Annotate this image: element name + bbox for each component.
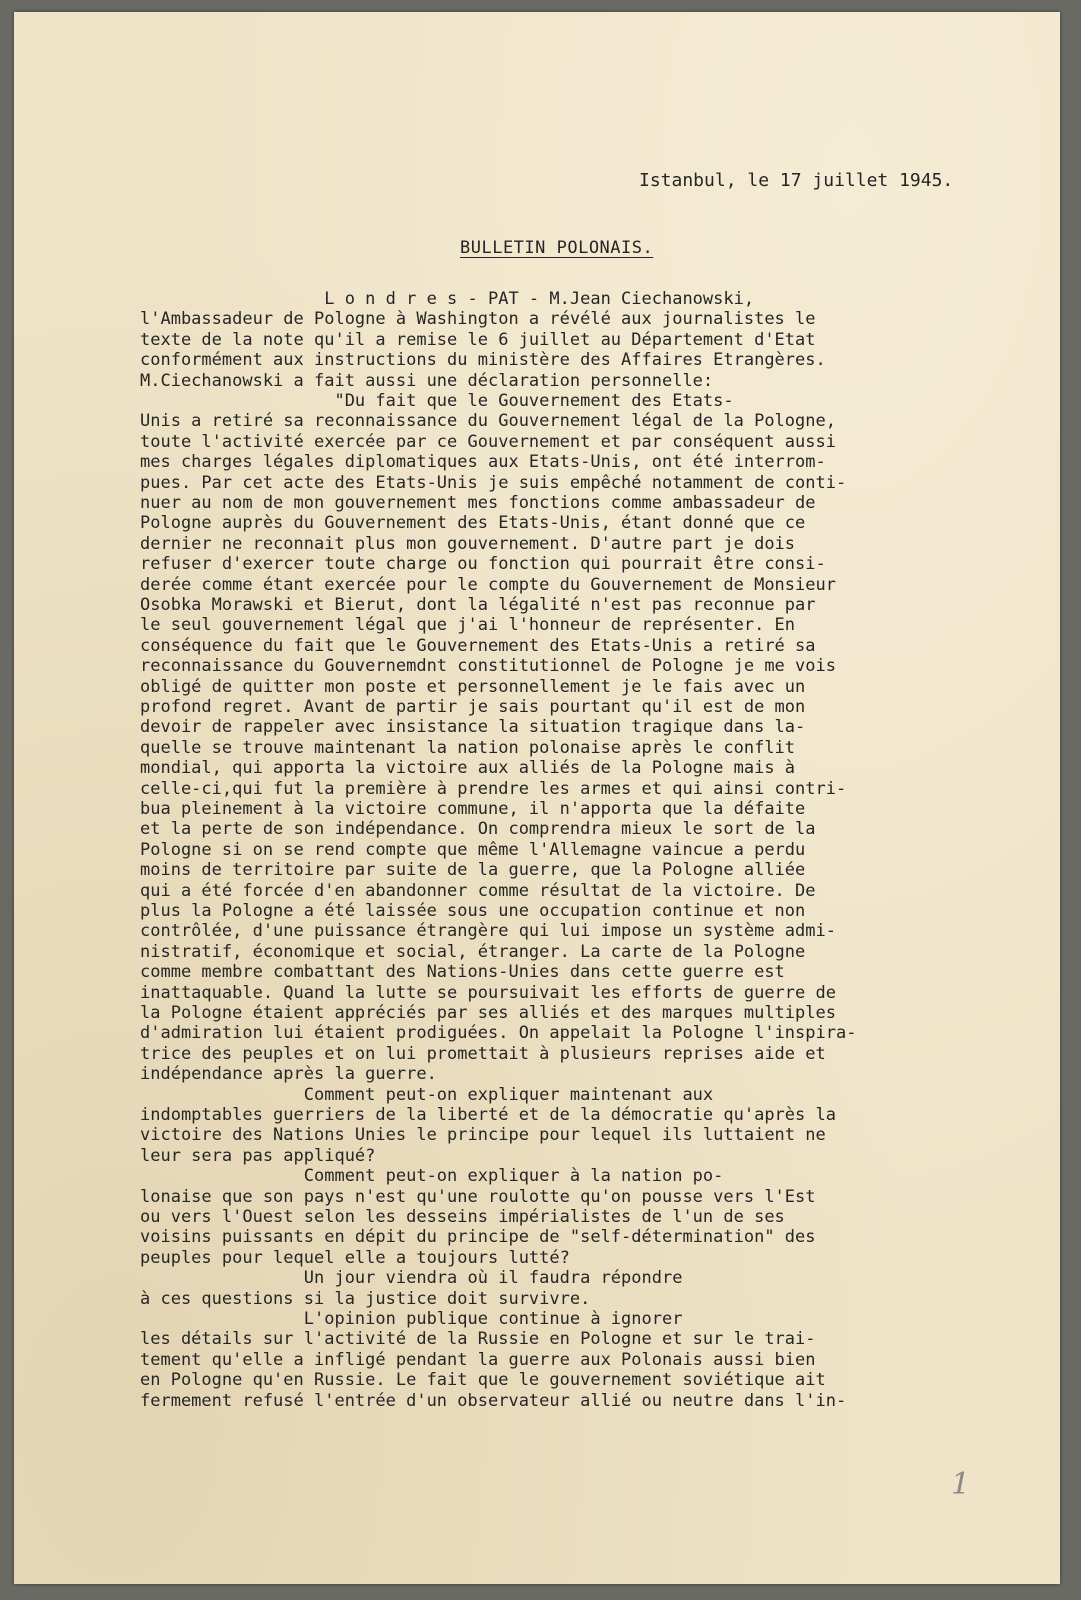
body-line: plus la Pologne a été laissée sous une occupation continue et non bbox=[140, 901, 806, 921]
body-line: Comment peut-on expliquer à la nation po- bbox=[140, 1166, 724, 1187]
body-line: moins de territoire par suite de la guerre, que la Pologne alliée bbox=[140, 860, 806, 881]
body-line: pues. Par cet acte des Etats-Unis je suis empêché notamment de conti- bbox=[140, 472, 847, 493]
body-line: M.Ciechanowski a fait aussi une déclaration personnelle: bbox=[140, 370, 714, 391]
body-line: nistratif, économique et social, étranger. La carte de la Pologne bbox=[140, 941, 806, 962]
body-line: voisins puissants en dépit du principe de "self-détermination" des bbox=[140, 1227, 816, 1248]
body-line: peuples pour lequel elle a toujours lutté? bbox=[140, 1247, 570, 1268]
body-line: Pologne si on se rend compte que même l'Allemagne vaincue a perdu bbox=[140, 839, 806, 860]
body-line: lonaise que son pays n'est qu'une roulotte qu'on pousse vers l'Est bbox=[140, 1186, 816, 1207]
document-page bbox=[14, 12, 1060, 1584]
body-line: victoire des Nations Unies le principe pour lequel ils luttaient ne bbox=[140, 1125, 826, 1146]
body-line: refuser d'exercer toute charge ou fonction qui pourrait être consi- bbox=[140, 554, 826, 575]
body-line: la Pologne étaient appréciés par ses alliés et des marques multiples bbox=[140, 1003, 836, 1023]
body-line: comme membre combattant des Nations-Unies dans cette guerre est bbox=[140, 962, 785, 983]
body-line: en Pologne qu'en Russie. Le fait que le gouvernement soviétique ait bbox=[140, 1370, 826, 1391]
body-line: leur sera pas appliqué? bbox=[140, 1145, 376, 1166]
body-line: Pologne auprès du Gouvernement des Etats-Unis, étant donné que ce bbox=[140, 513, 806, 534]
body-line: texte de la note qu'il a remise le 6 juillet au Département d'Etat bbox=[140, 329, 816, 350]
page-number: 1 bbox=[951, 1467, 971, 1502]
body-line: quelle se trouve maintenant la nation polonaise après le conflit bbox=[140, 737, 796, 758]
body-line: "Du fait que le Gouvernement des Etats- bbox=[140, 391, 734, 411]
body-line: Comment peut-on expliquer maintenant aux bbox=[140, 1084, 714, 1105]
body-line: obligé de quitter mon poste et personnellement je le fais avec un bbox=[140, 676, 806, 697]
body-line: conformément aux instructions du ministère des Affaires Etrangères. bbox=[140, 350, 826, 371]
body-line: derée comme étant exercée pour le compte du Gouvernement de Monsieur bbox=[140, 574, 836, 595]
body-line: contrôlée, d'une puissance étrangère qui lui impose un système admi- bbox=[140, 921, 836, 942]
body-line: dernier ne reconnait plus mon gouvernement. D'autre part je dois bbox=[140, 533, 796, 554]
body-line: et la perte de son indépendance. On comprendra mieux le sort de la bbox=[140, 819, 816, 840]
body-line: le seul gouvernement légal que j'ai l'honneur de représenter. En bbox=[140, 615, 796, 636]
body-line: conséquence du fait que le Gouvernement des Etats-Unis a retiré sa bbox=[140, 635, 816, 656]
body-line: mes charges légales diplomatiques aux Etats-Unis, ont été interrom- bbox=[140, 452, 826, 473]
body-line: Osobka Morawski et Bierut, dont la légalité n'est pas reconnue par bbox=[140, 595, 816, 615]
body-line: devoir de rappeler avec insistance la situation tragique dans la- bbox=[140, 717, 806, 738]
document-date: Istanbul, le 17 juillet 1945. bbox=[639, 170, 954, 191]
body-line: tement qu'elle a infligé pendant la guerre aux Polonais aussi bien bbox=[140, 1349, 816, 1370]
body-line: ou vers l'Ouest selon les desseins impérialistes de l'un de ses bbox=[140, 1207, 785, 1227]
body-line: nuer au nom de mon gouvernement mes fonctions comme ambassadeur de bbox=[140, 493, 816, 513]
body-line: Un jour viendra où il faudra répondre bbox=[140, 1268, 683, 1289]
body-line: inattaquable. Quand la lutte se poursuivait les efforts de guerre de bbox=[140, 982, 836, 1003]
body-line: Unis a retiré sa reconnaissance du Gouvernement légal de la Pologne, bbox=[140, 411, 836, 432]
body-line: l'Ambassadeur de Pologne à Washington a révélé aux journalistes le bbox=[140, 309, 816, 330]
body-line: toute l'activité exercée par ce Gouvernement et par conséquent aussi bbox=[140, 431, 836, 452]
body-line: les détails sur l'activité de la Russie en Pologne et sur le trai- bbox=[140, 1329, 816, 1350]
body-line: L'opinion publique continue à ignorer bbox=[140, 1309, 683, 1329]
body-line: reconnaissance du Gouvernemdnt constitutionnel de Pologne je me vois bbox=[140, 656, 836, 677]
body-line: à ces questions si la justice doit survivre. bbox=[140, 1288, 591, 1309]
body-line: celle-ci,qui fut la première à prendre les armes et qui ainsi contri- bbox=[140, 778, 847, 799]
body-line: qui a été forcée d'en abandonner comme résultat de la victoire. De bbox=[140, 880, 816, 901]
body-line: indomptables guerriers de la liberté et de la démocratie qu'après la bbox=[140, 1105, 836, 1125]
body-line: L o n d r e s - PAT - M.Jean Ciechanowski, bbox=[140, 289, 755, 309]
body-line: fermement refusé l'entrée d'un observateur allié ou neutre dans l'in- bbox=[140, 1390, 847, 1411]
body-line: mondial, qui apporta la victoire aux alliés de la Pologne mais à bbox=[140, 758, 796, 779]
document-title: BULLETIN POLONAIS. bbox=[460, 238, 654, 258]
body-line: indépendance après la guerre. bbox=[140, 1064, 437, 1085]
body-line: bua pleinement à la victoire commune, il n'apporta que la défaite bbox=[140, 799, 806, 819]
body-line: profond regret. Avant de partir je sais pourtant qu'il est de mon bbox=[140, 697, 806, 717]
body-line: d'admiration lui étaient prodiguées. On appelait la Pologne l'inspira- bbox=[140, 1023, 857, 1044]
body-line: trice des peuples et on lui promettait à plusieurs reprises aide et bbox=[140, 1043, 826, 1064]
